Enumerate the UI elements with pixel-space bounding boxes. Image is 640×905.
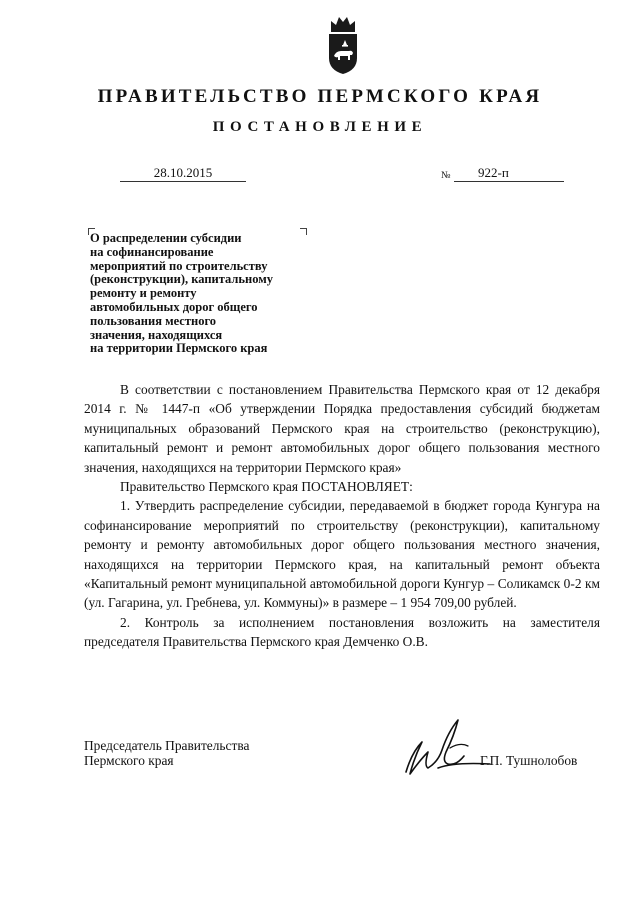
number-sign: № [441,170,451,181]
subject-line: на софинансирование [90,244,214,259]
item-2-paragraph: 2. Контроль за исполнением постановления возложить на заместителя председателя Правительства Пермского края Демченко О.В. [84,614,600,650]
item-1-paragraph: 1. Утвердить распределение субсидии, передаваемой в бюджет города Кунгура на софинансирование мероприятий по строительству (реконструкции), капитальному ремонту и ремонту автомобильных дорог общего пользования местного значения, находящихся на территории Пермского края, на капитальный ремонт объекта «Капитальный ремонт муниципальной автомобильной дороги Кунгур – Соликамск 0-2 км (ул. Гагарина, ул. Гребнева, ул. Коммуны)» в размере – 1 954 709,00 рублей. [84,498,600,611]
document-number: 922-п [454,165,564,182]
subject-line: пользования местного [90,313,217,328]
signer-name: Г.П. Тушнолобов [480,753,578,768]
subject-line: (реконструкции), капитальному [90,272,274,287]
signer-title [84,738,249,768]
signer-title-line: Пермского края [84,753,174,768]
subject-line: на территории Пермского края [90,341,268,356]
perm-krai-coat-of-arms-icon [325,12,361,76]
preamble-paragraph: В соответствии с постановлением Правительства Пермского края от 12 декабря 2014 г. № 1447-п «Об утверждении Порядка предоставления субсидий бюджетам муниципальных образований Пермского края на строительство (реконструкцию), капитальный ремонт и ремонт автомобильных дорог общего пользования местного значения, находящихся на территории Пермского края» [84,382,600,475]
subject-line: автомобильных дорог общего [90,299,258,314]
document-subject [90,232,320,356]
subject-line: ремонту и ремонту [90,286,197,301]
subject-line: мероприятий по строительству [90,258,268,273]
signer-title-line: Председатель Правительства [84,738,250,753]
document-date: 28.10.2015 [120,165,246,182]
document-type: ПОСТАНОВЛЕНИЕ [212,119,428,135]
decree-paragraph: Правительство Пермского края ПОСТАНОВЛЯЕТ: [120,479,413,495]
handwritten-signature [398,712,494,782]
government-name: ПРАВИТЕЛЬСТВО ПЕРМСКОГО КРАЯ [97,86,543,107]
subject-line: О распределении субсидии [90,231,242,245]
subject-line: значения, находящихся [90,327,223,342]
document-body [84,380,600,652]
